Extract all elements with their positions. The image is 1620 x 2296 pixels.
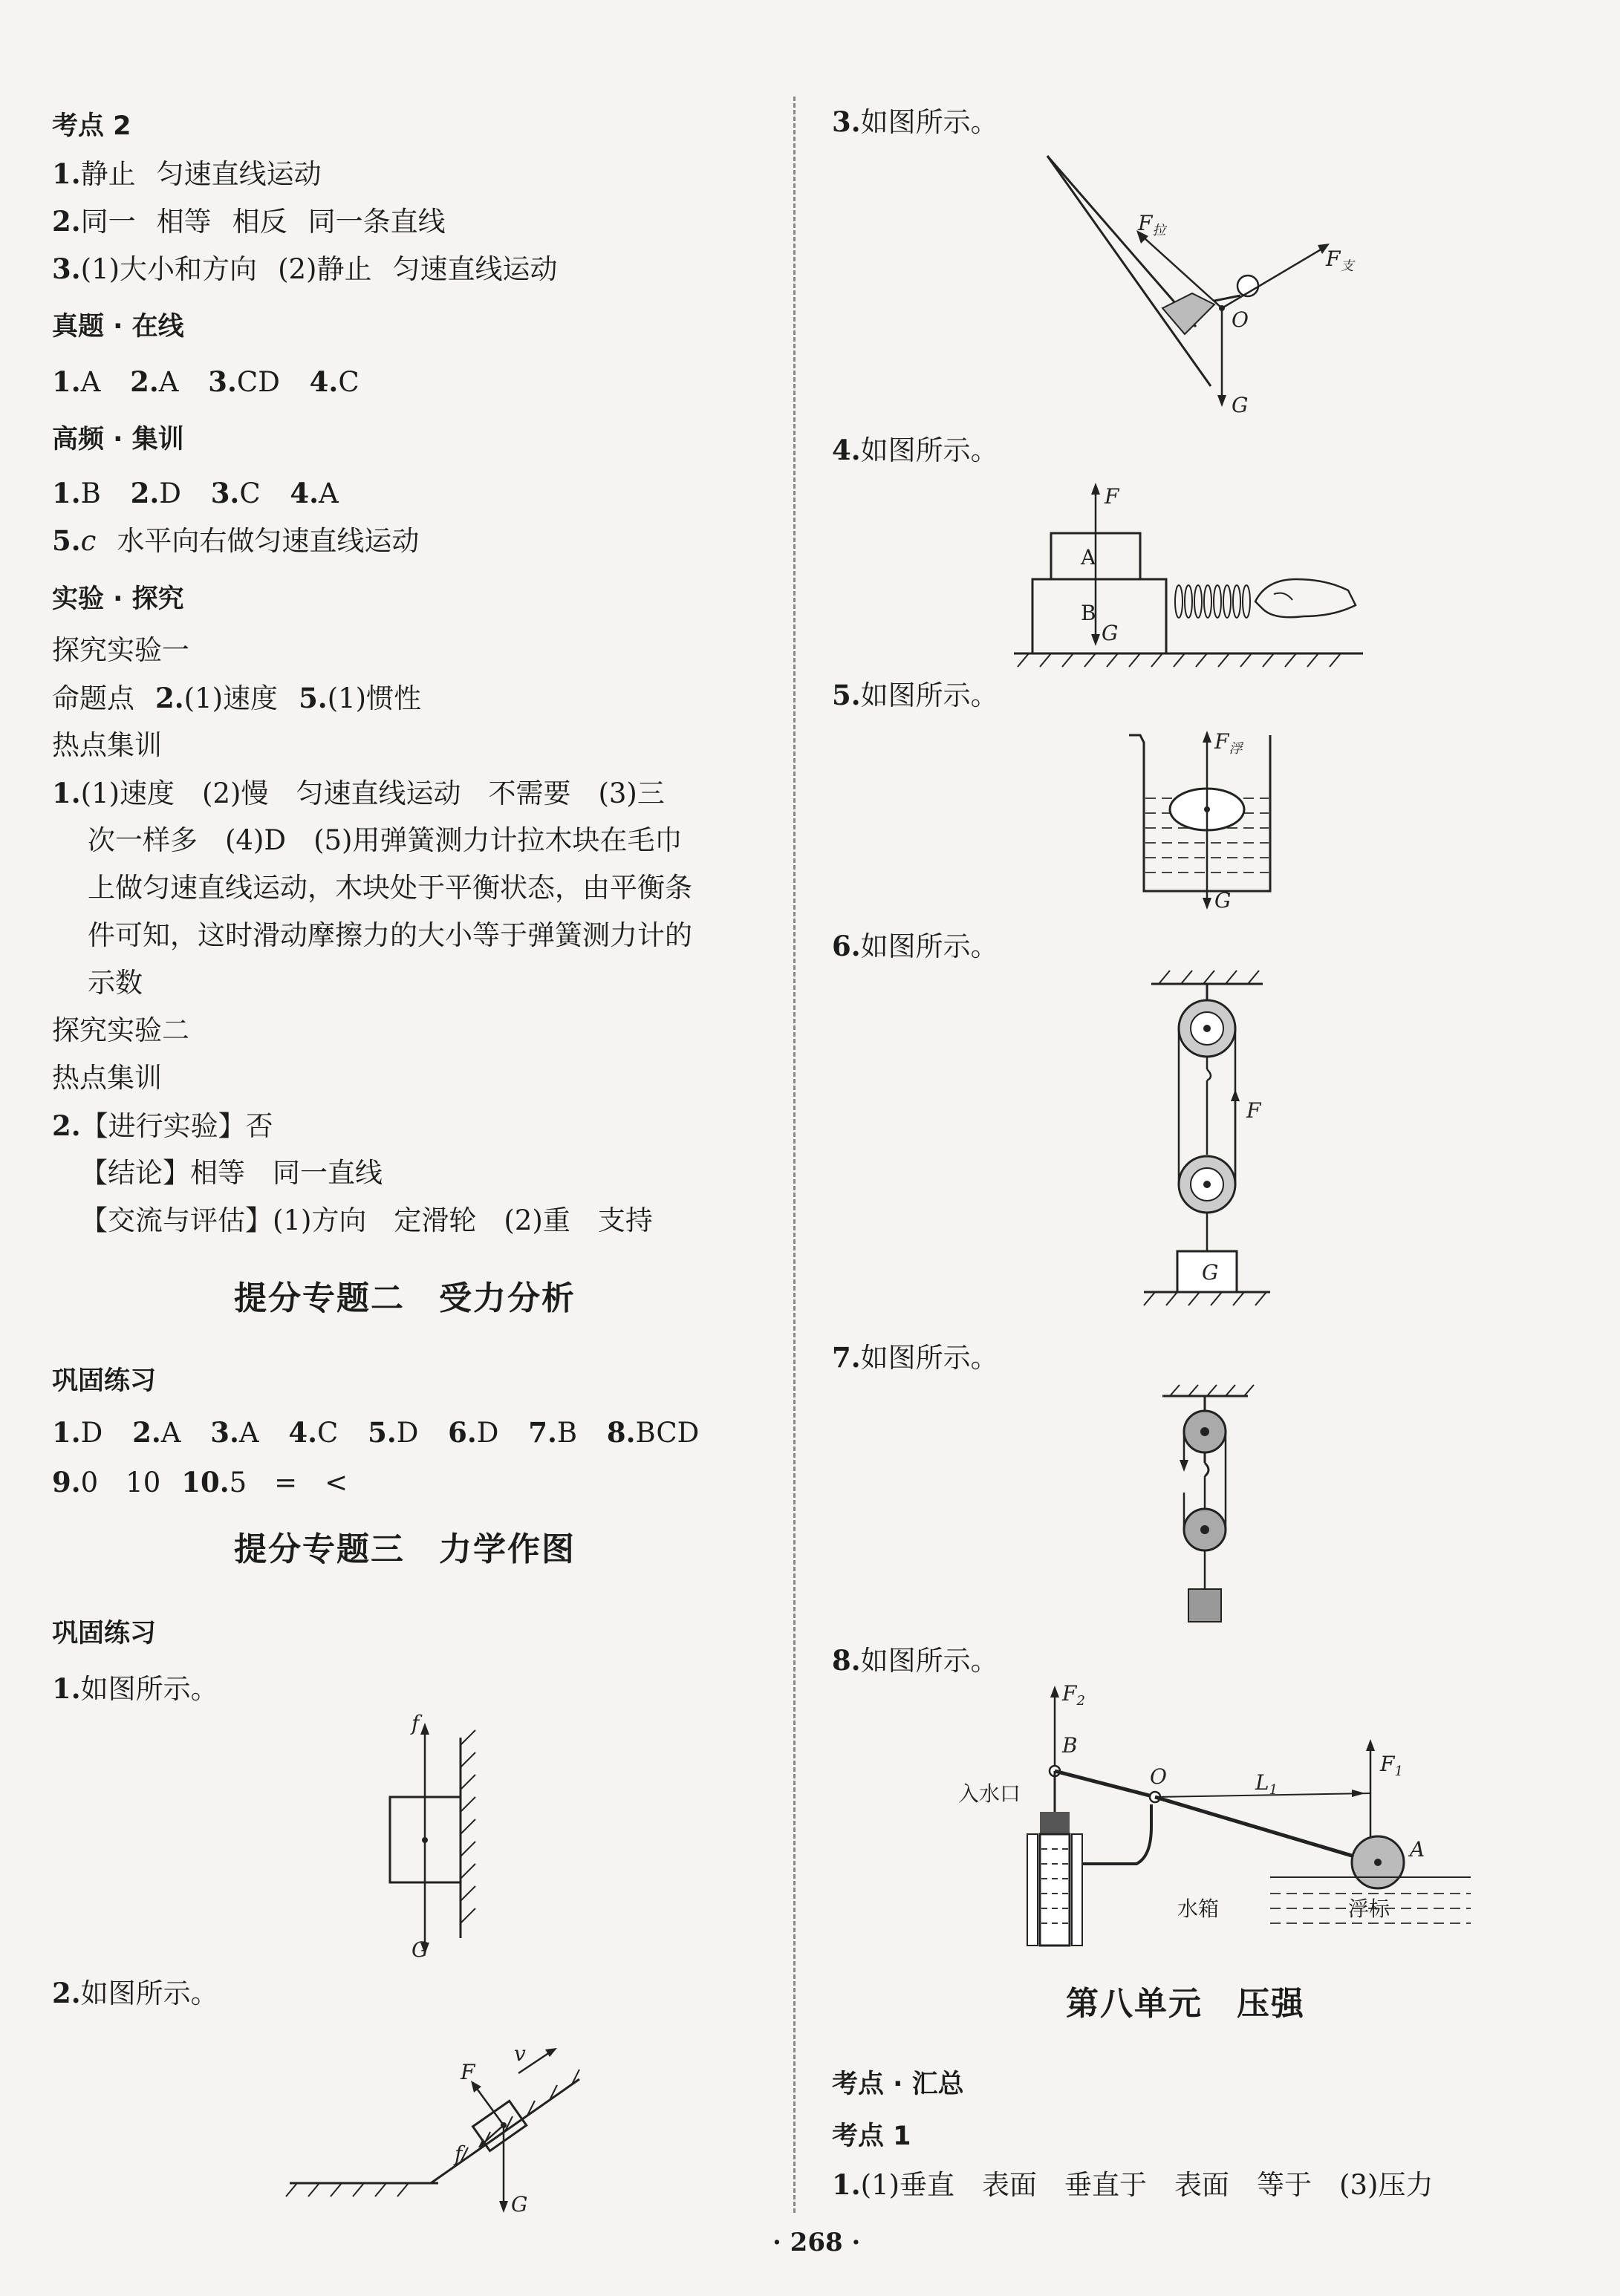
answer-line: 1.B 2.D 3.C 4.A	[52, 477, 339, 509]
figure-incline	[282, 2020, 594, 2217]
svg-text:入水口: 入水口	[958, 1781, 1021, 1806]
column-divider	[793, 97, 796, 2213]
heading-kaodian-huizong: 考点 · 汇总	[832, 2070, 964, 2099]
heading-zhenti: 真题 · 在线	[52, 312, 184, 342]
answer-line: 件可知，这时滑动摩擦力的大小等于弹簧测力计的	[88, 919, 692, 951]
answer-line: 1.A 2.A 3.CD 4.C	[52, 365, 360, 398]
answer-line: 上做匀速直线运动，木块处于平衡状态，由平衡条	[88, 872, 692, 904]
figure-blocks-spring	[1006, 468, 1393, 683]
svg-text:F1: $F_1$	[1380, 1752, 1403, 1779]
section-title: 提分专题二 受力分析	[234, 1279, 576, 1317]
svg-text:F2: $F_2$	[1062, 1681, 1085, 1709]
svg-text:G: G	[1214, 888, 1232, 913]
svg-text:F浮: $F_浮$	[1214, 729, 1243, 757]
svg-text:F: F	[1105, 484, 1119, 509]
answer-line: 1.(1)速度 (2)慢 匀速直线运动 不需要 (3)三	[52, 777, 665, 809]
answer-line: 【结论】相等 同一直线	[80, 1157, 383, 1189]
label-G: G	[511, 2192, 528, 2217]
heading-gaopin: 高频 · 集训	[52, 425, 184, 454]
question-label: 7.如图所示。	[832, 1341, 998, 1374]
svg-text:O: O	[1232, 307, 1249, 332]
svg-text:浮标: 浮标	[1348, 1897, 1390, 1921]
subheading: 热点集训	[52, 729, 162, 761]
answer-line: 示数	[88, 967, 143, 999]
figure-block-wall	[349, 1708, 527, 1960]
heading-gonggu: 巩固练习	[52, 1619, 157, 1648]
heading-kaodian1: 考点 1	[832, 2121, 911, 2151]
answer-line: 2.同一 相等 相反 同一条直线	[52, 205, 446, 238]
question-label: 5.如图所示。	[832, 679, 998, 711]
subheading: 探究实验一	[52, 634, 189, 666]
answer-line: 3.(1)大小和方向 (2)静止 匀速直线运动	[52, 252, 558, 285]
question-label: 4.如图所示。	[832, 434, 998, 466]
svg-text:B: B	[1081, 601, 1096, 625]
question-label: 3.如图所示。	[832, 105, 998, 138]
subheading: 热点集训	[52, 1062, 162, 1094]
svg-text:A: A	[1081, 545, 1096, 570]
svg-text:G: G	[1102, 621, 1119, 645]
label-G: G	[411, 1937, 429, 1962]
svg-text:F: F	[1246, 1098, 1261, 1123]
svg-text:B: B	[1062, 1733, 1078, 1758]
svg-text:水箱: 水箱	[1177, 1897, 1220, 1921]
svg-text:G: G	[1202, 1260, 1219, 1285]
question-label: 6.如图所示。	[832, 930, 998, 962]
svg-text:F拉: $F_拉$	[1138, 211, 1166, 238]
heading-gonggu: 巩固练习	[52, 1366, 157, 1396]
answer-line: 次一样多 (4)D (5)用弹簧测力计拉木块在毛巾	[88, 824, 683, 856]
answer-line: 1.(1)垂直 表面 垂直于 表面 等于 (3)压力	[832, 2168, 1434, 2201]
answer-line: 2.【进行实验】否	[52, 1109, 273, 1142]
question-label: 8.如图所示。	[832, 1644, 998, 1677]
page-number: · 268 ·	[772, 2228, 861, 2257]
answer-line: 5.c 水平向右做匀速直线运动	[52, 524, 420, 557]
svg-text:O: O	[1150, 1764, 1167, 1789]
question-label: 2.如图所示。	[52, 1977, 218, 2009]
answer-line: 命题点 2.(1)速度 5.(1)惯性	[52, 682, 422, 714]
subheading: 探究实验二	[52, 1014, 189, 1046]
svg-text:G: G	[1232, 393, 1249, 417]
answer-line: 【交流与评估】(1)方向 定滑轮 (2)重 支持	[80, 1204, 653, 1236]
figure-pulley-6	[1144, 969, 1292, 1333]
svg-text:F支: $F_支$	[1326, 247, 1354, 274]
label-f: f	[455, 2142, 463, 2166]
question-label: 1.如图所示。	[52, 1672, 218, 1705]
section-title: 提分专题三 力学作图	[234, 1530, 576, 1568]
svg-text:A: A	[1410, 1837, 1425, 1862]
label-f: f	[411, 1711, 420, 1735]
svg-text:L1: $L_1$	[1255, 1770, 1278, 1798]
heading-shiyan: 实验 · 探究	[52, 584, 184, 614]
figure-skier	[1025, 141, 1382, 423]
section-title: 第八单元 压强	[1066, 1985, 1305, 2023]
answer-line: 1.D 2.A 3.A 4.C 5.D 6.D 7.B 8.BCD	[52, 1416, 700, 1449]
label-v: v	[514, 2041, 526, 2066]
figure-beaker	[1114, 713, 1292, 928]
label-F: F	[461, 2060, 475, 2084]
answer-line: 1.静止 匀速直线运动	[52, 157, 322, 190]
answer-line: 9.0 10 10.5 = <	[52, 1466, 348, 1498]
heading-kaodian2: 考点 2	[52, 111, 131, 141]
figure-lever	[958, 1678, 1478, 1960]
figure-pulley-7	[1159, 1389, 1255, 1634]
